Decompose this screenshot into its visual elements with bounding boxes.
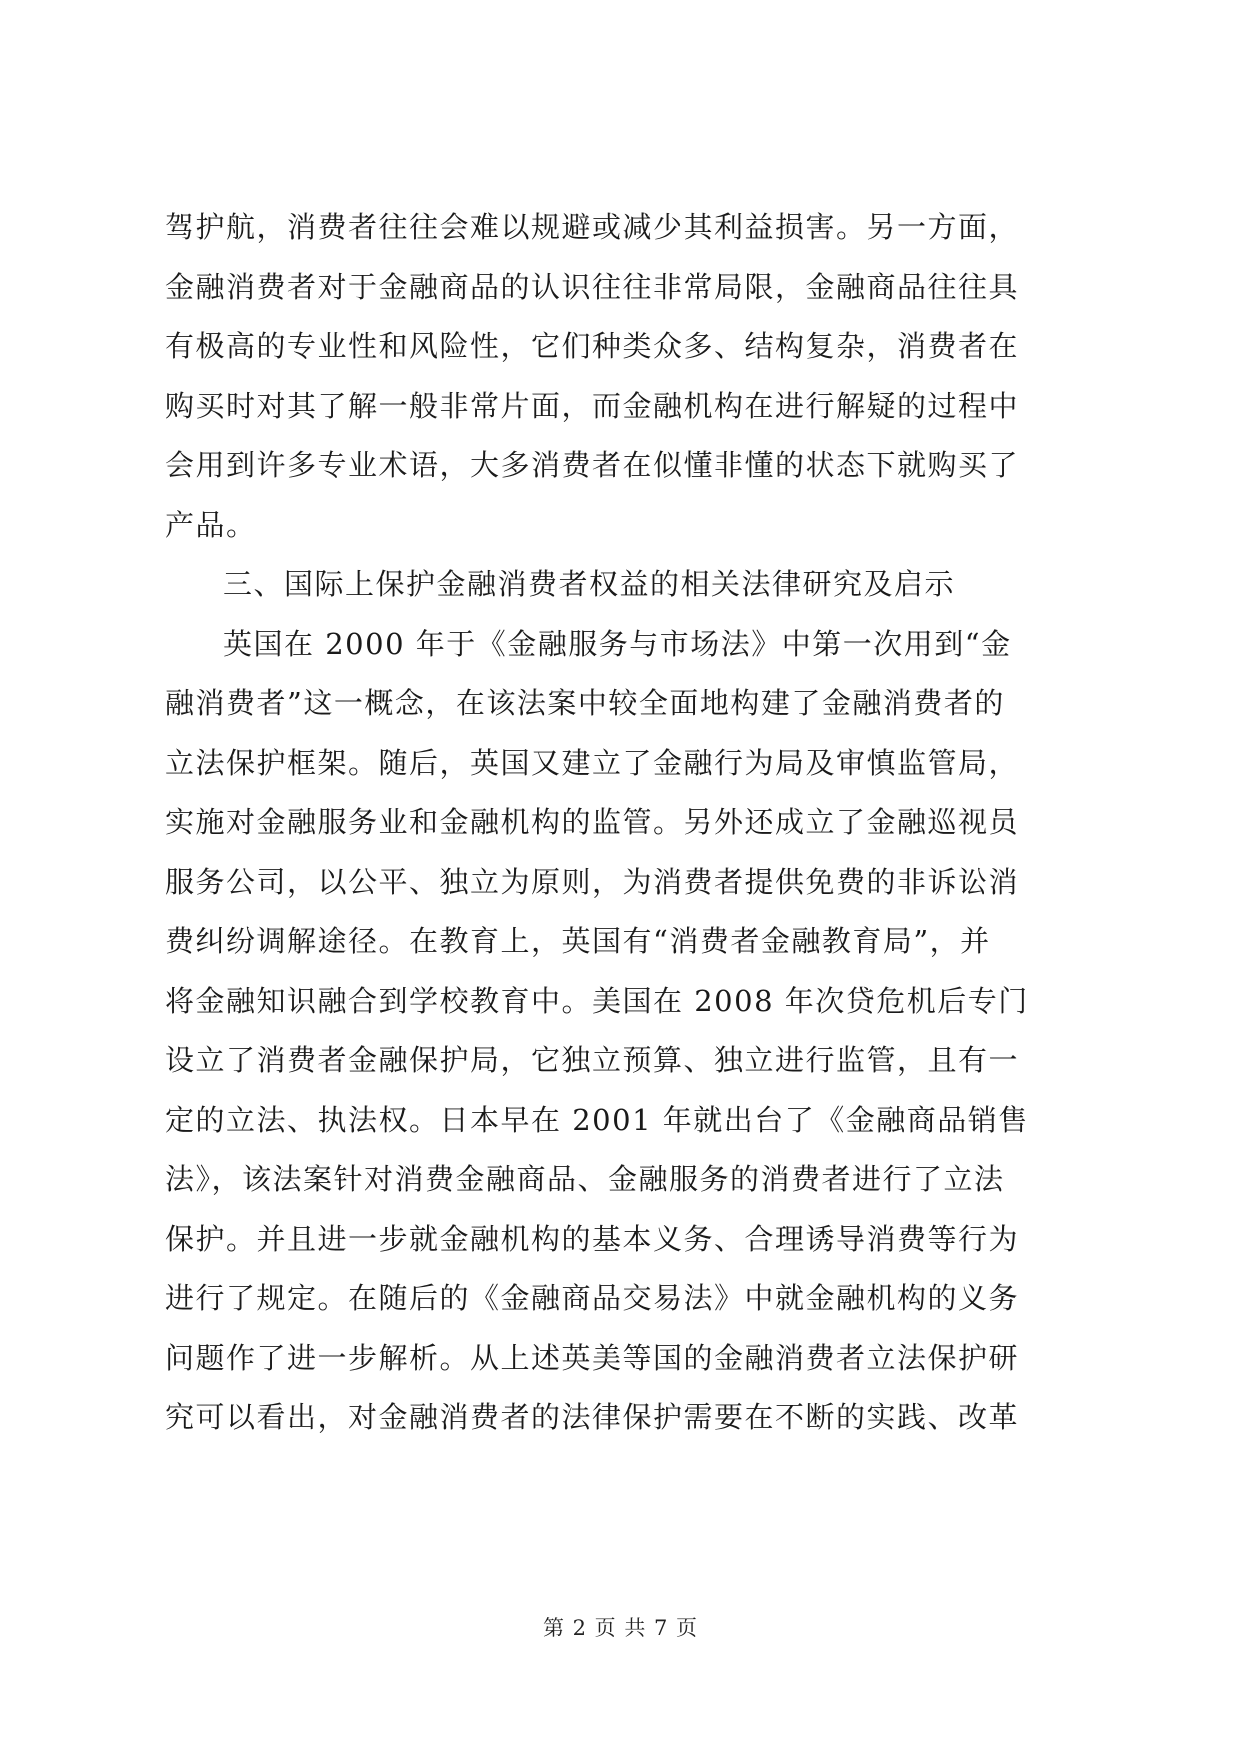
page-footer: 第 2 页 共 7 页 bbox=[542, 1616, 699, 1640]
text-line: 立法保护框架。随后，英国又建立了金融行为局及审慎监管局， bbox=[165, 745, 1020, 780]
text-line: 定的立法、执法权。日本早在 2001 年就出台了《金融商品销售 bbox=[165, 1102, 1029, 1137]
text-line: 驾护航，消费者往往会难以规避或减少其利益损害。另一方面， bbox=[165, 210, 1020, 244]
text-line: 金融消费者对于金融商品的认识往往非常局限，金融商品往往具 bbox=[165, 269, 1020, 304]
section-heading: 三、国际上保护金融消费者权益的相关法律研究及启示 bbox=[223, 567, 956, 601]
text-line: 会用到许多专业术语，大多消费者在似懂非懂的状态下就购买了 bbox=[165, 448, 1020, 482]
text-line: 问题作了进一步解析。从上述英美等国的金融消费者立法保护研 bbox=[165, 1340, 1020, 1375]
text-line: 法》，该法案针对消费金融商品、金融服务的消费者进行了立法 bbox=[165, 1162, 1005, 1196]
text-line: 费纠纷调解途径。在教育上，英国有“消费者金融教育局”，并 bbox=[165, 924, 991, 958]
body-text bbox=[165, 198, 1085, 1448]
text-line: 保护。并且进一步就金融机构的基本义务、合理诱导消费等行为 bbox=[165, 1221, 1020, 1256]
text-line: 进行了规定。在随后的《金融商品交易法》中就金融机构的义务 bbox=[165, 1281, 1020, 1315]
text-line: 融消费者”这一概念，在该法案中较全面地构建了金融消费者的 bbox=[165, 686, 1005, 720]
text-line: 产品。 bbox=[165, 507, 257, 542]
text-line: 实施对金融服务业和金融机构的监管。另外还成立了金融巡视员 bbox=[165, 805, 1020, 839]
text-line: 购买时对其了解一般非常片面，而金融机构在进行解疑的过程中 bbox=[165, 388, 1020, 423]
text-line: 英国在 2000 年于《金融服务与市场法》中第一次用到“金 bbox=[223, 626, 1012, 661]
text-line: 设立了消费者金融保护局，它独立预算、独立进行监管，且有一 bbox=[165, 1043, 1020, 1077]
text-line: 有极高的专业性和风险性，它们种类众多、结构复杂，消费者在 bbox=[165, 329, 1020, 363]
text-line: 将金融知识融合到学校教育中。美国在 2008 年次贷危机后专门 bbox=[165, 983, 1029, 1018]
text-line: 服务公司，以公平、独立为原则，为消费者提供免费的非诉讼消 bbox=[165, 864, 1020, 899]
text-line: 究可以看出，对金融消费者的法律保护需要在不断的实践、改革 bbox=[165, 1400, 1020, 1434]
